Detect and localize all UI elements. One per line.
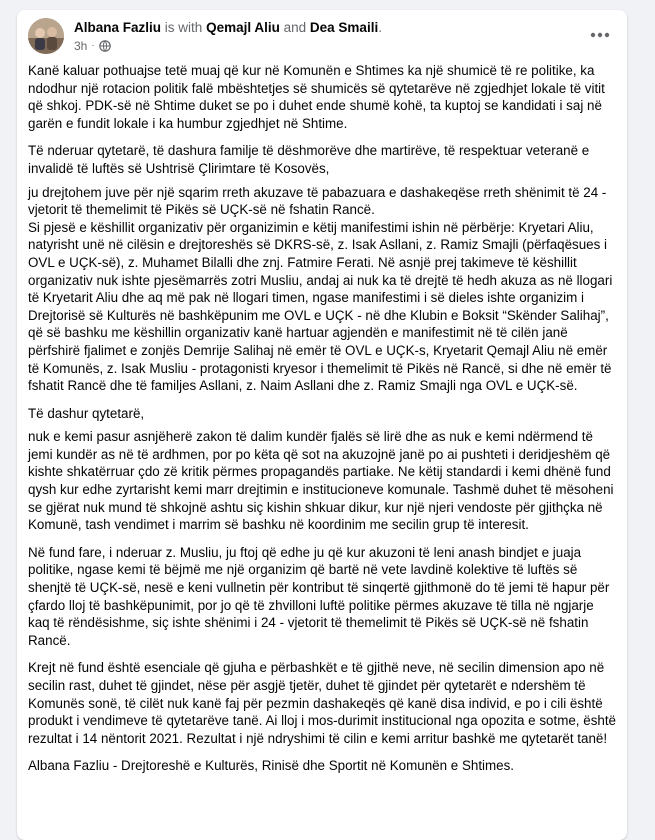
post-meta <box>74 38 567 54</box>
post-paragraph: nuk e kemi pasur asnjëherë zakon të dalim kundër fjalës së lirë dhe as nuk e kemi ndërmend të jemi kundër as në të ardhmen, por po këta që sot na akuzojnë janë po ai pushteti i deridjeshëm që kishte shkatërruar çdo zë kritik përmes propagandës partiake. Ne këtij standardi i kemi dhënë fund qysh kur edhe zyrtarisht kemi marr drejtimin e institucioneve komunale. Tashmë duhet të mësoheni se gjërat nuk mund të shkojnë ashtu siç kishin shkuar dikur, kur një njeri vendoste për gjithçka në Komunë, tash vendimet i marrim së bashku në koordinim me secilin grup të interesit. <box>28 429 614 533</box>
post-paragraph: ju drejtohem juve për një sqarim rreth akuzave të pabazuara e dashakeqëse rreth shënimit të 24 - vjetorit të themelimit të Pikës së UÇK-së në fshatin Rancë. Si pjesë e këshillit organizativ për organizimin e këtij manifestimi ishin në përbërje: Kryetari Aliu, natyrisht unë në cilësin e drejtoreshës së DKRS-së, z. Isak Asllani, z. Ramiz Smajli (përfaqësues i OVL e UÇK-së), z. Muhamet Bilalli dhe znj. Fatmire Ferati. Në asnjë prej takimeve të këshillit organizativ nuk ishte pjesëmarrës zotri Musliu, andaj ai nuk ka të drejtë të hedh akuza as në llogari të Kryetarit Aliu dhe aq më pak në llogari timen, ngase manifestimi i së dieles ishte organizim i Drejtorisë së Kulturës në bashkëpunim me OVL e UÇK - në dhe Klubin e Boksit “Skënder Salihaj”, që së bashku me këshillin organizativ kanë hartuar agjendën e manifestimit në të cilën janë përfshirë fjalimet e zonjës Demrije Salihaj në emër të OVL e UÇK-s, Kryetarit Qemajl Aliu në emër të Komunës, z. Isak Musliu - protagonisti kryesor i themelimit të Pikës në Rancë, si dhe në emër të fshatit Rancë dhe të familjes Asllani, z. Naim Asllani dhe z. Ramiz Smajli nga OVL e UÇK-së. <box>28 184 613 394</box>
avatar-photo <box>28 18 64 54</box>
meta-separator: · <box>91 40 95 51</box>
post-paragraph: Të dashur qytetarë, <box>28 405 145 421</box>
tagged-person-2[interactable]: Dea Smaili <box>309 20 379 35</box>
author-name[interactable]: Albana Fazliu <box>74 20 162 35</box>
more-options-icon <box>590 32 610 38</box>
post-card <box>17 10 627 840</box>
post-paragraph: Kanë kaluar pothuajse tetë muaj që kur në Komunën e Shtimes ka një shumicë të re politike, ka ndodhur një rotacion politik falë mbështetjes së shumicës së qytetarëve në zgjedhjet lokale të vitit që shkoj. PDK-së në Shtime duket se po i duhet ende shumë kohë, ta kuptoj se kandidati i saj në garën e fundit lokale i ka humbur zgjedhjet në Shtime. <box>28 63 605 131</box>
post-paragraph: Të nderuar qytetarë, të dashura familje të dëshmorëve dhe martirëve, të respektuar veteranë e invalidë të luftës së Ushtrisë Çlirimtare të Kosovës, <box>28 143 590 176</box>
post-attribution <box>74 19 567 36</box>
with-text: is with <box>164 20 203 35</box>
and-text: and <box>283 20 307 35</box>
post-paragraph: Krejt në fund është esenciale që gjuha e përbashkët e të gjithë neve, në secilin dimension apo në secilin rast, duhet të gjindet, nëse për asgjë tjetër, duhet të gjindet për qytetarët e ndershëm të Komunës sonë, të cilët nuk kanë faj për pezmin dashakeqës që kanë disa individ, e po i cili është produkt i vendimeve të qytetarëve tanë. Ai lloj i mos-durimit institucional nga opozita e sotme, është rezultat i 14 nëntorit 2021. Rezultat i një ndryshimi të cilin e kemi arritur bashkë me qytetarët tanë! <box>28 660 617 746</box>
post-signature: Albana Fazliu - Drejtoreshë e Kulturës, Rinisë dhe Sportit në Komunën e Shtimes. <box>28 758 515 774</box>
post-time[interactable]: 3h <box>74 39 88 53</box>
post-header-text <box>74 19 567 54</box>
tag-end: . <box>378 20 382 35</box>
post-body <box>17 62 627 775</box>
globe-icon <box>99 40 111 52</box>
post-header <box>17 10 627 62</box>
tagged-person-1[interactable]: Qemajl Aliu <box>206 20 280 35</box>
avatar[interactable] <box>28 18 64 54</box>
more-options-button[interactable] <box>585 20 615 50</box>
post-paragraph: Në fund fare, i nderuar z. Musliu, ju ftoj që edhe ju që kur akuzoni të leni anash bindjet e juaja politike, ngase kemi të bëjmë me një organizim që bartë në vete lavdinë kolektive të luftës së shenjtë të UÇK-së, nesë e keni vullnetin për kontribut të sinqertë gjithmonë do të jemi të hapur për çfardo lloj të bashkëpunimit, por jo që të zhvilloni luftë politike përmes akuzave të tilla në ngjarje kaq të rëndësishme, siç ishte shënimi i 24 - vjetorit të themelimit të Pikës së UÇK-së në fshatin Rancë. <box>28 544 610 648</box>
